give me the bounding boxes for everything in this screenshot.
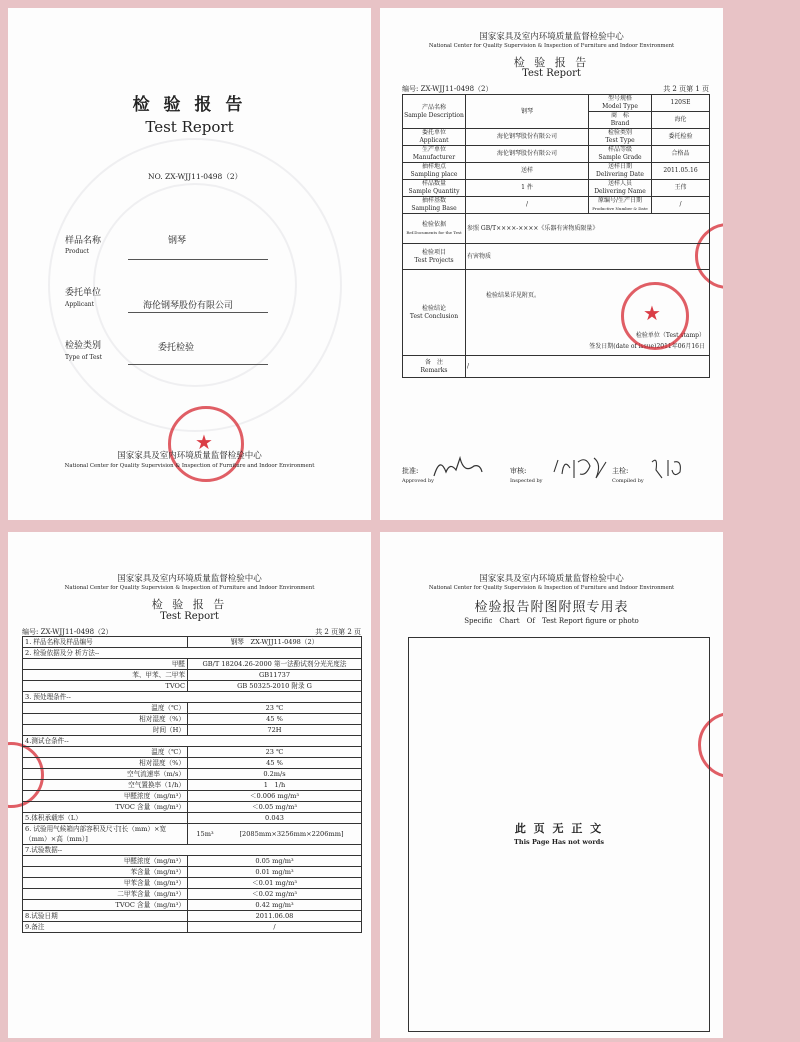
table-row <box>403 244 710 270</box>
cell-label-cn: 检验项目 <box>421 248 446 256</box>
p3-org-cn: 国家家具及室内环境质量监督检验中心 <box>117 574 262 584</box>
remarks-value: / <box>466 356 710 378</box>
cell-label-en: Test Conclusion <box>409 312 459 320</box>
test-basis-value: 参照 GB/T××××-××××《乐器有害物质限量》 <box>466 214 710 244</box>
cell-label-en: Ref.Documents for the Test <box>406 229 462 235</box>
section-heading: 3. 预处理条件-- <box>23 692 362 703</box>
cell-label-cn: 商 标 <box>610 112 629 119</box>
test-type-underline <box>128 364 268 365</box>
cell-value: 海伦钢琴股份有限公司 <box>466 129 589 146</box>
table-row <box>23 648 362 659</box>
row-value: ＜0.02 mg/m³ <box>188 889 362 900</box>
cell-label-en: Test Projects <box>414 256 454 264</box>
table-row <box>23 703 362 714</box>
conclusion-cell <box>466 270 710 356</box>
cell-label-en: Manufacturer <box>412 154 456 161</box>
approved-label-en: Approved by <box>402 478 435 484</box>
p4-org-cn: 国家家具及室内环境质量监督检验中心 <box>479 574 624 584</box>
row-value: 45 % <box>188 758 362 769</box>
cell-label-en: Remarks <box>420 366 448 374</box>
row-key: 温度（℃） <box>23 747 188 758</box>
cell-label-cn: 型号规格 <box>607 95 632 102</box>
cell-value: 2011.05.16 <box>652 163 710 180</box>
attachment-chart-page <box>380 532 723 1038</box>
cell-label-en: Applicant <box>419 137 449 144</box>
row-key: 相对湿度（%） <box>23 714 188 725</box>
product-value: 钢琴 <box>168 236 187 246</box>
conclusion-value: 检验结果详见附页。 <box>486 292 541 299</box>
cell-value: 海伦钢琴股份有限公司 <box>466 146 589 163</box>
cell-label-en: Sample Quantity <box>408 188 460 195</box>
table-row <box>23 692 362 703</box>
table-row <box>23 911 362 922</box>
table-row <box>23 758 362 769</box>
inspector-signature <box>550 452 610 482</box>
compiled-label-cn: 主检: <box>612 467 629 475</box>
section-heading: 4.测试仓条件-- <box>23 736 362 747</box>
cell-label-cn: 检验依据 <box>421 220 446 228</box>
test-data-page <box>8 532 371 1038</box>
row-key: 5.体积承载率（L） <box>23 813 188 824</box>
official-seal <box>168 406 244 482</box>
row-key: 甲醛浓度（mg/m³） <box>23 856 188 867</box>
row-key: 时间（H） <box>23 725 188 736</box>
p3-title-cn: 检 验 报 告 <box>151 598 228 611</box>
cell-value: 送样 <box>466 163 589 180</box>
table-row <box>23 725 362 736</box>
test-type-label-cn: 检验类别 <box>65 341 102 351</box>
approved-label-cn: 批准: <box>402 467 419 475</box>
cell-value: 1 件 <box>466 180 589 197</box>
no-content-notice-cn: 此 页 无 正 文 <box>514 822 604 835</box>
cell-value: 海伦 <box>652 112 710 129</box>
cover-title-en: Test Report <box>145 118 234 136</box>
row-value: GB11737 <box>188 670 362 681</box>
row-value: 45 % <box>188 714 362 725</box>
inspected-label <box>510 466 543 484</box>
row-value: GB 50325-2010 附录 G <box>188 681 362 692</box>
table-row <box>23 637 362 648</box>
table-row <box>23 714 362 725</box>
compiler-signature <box>648 452 688 482</box>
row-key: 相对湿度（%） <box>23 758 188 769</box>
table-row <box>23 845 362 856</box>
cell-label-en: Delivering Date <box>596 171 644 178</box>
table-row <box>403 163 710 180</box>
p2-info-table <box>402 94 710 378</box>
cell-value: 钢琴 <box>466 95 589 129</box>
p3-page-info: 共 2 页第 2 页 <box>315 628 361 636</box>
cell-value: 120SE <box>652 95 710 112</box>
cover-org-en: National Center for Quality Supervision & Inspection of Furniture and Indoor Environment <box>64 463 315 469</box>
chamber-volume: 15m³ <box>188 824 223 845</box>
p3-org-en: National Center for Quality Supervision & Inspection of Furniture and Indoor Environment <box>64 585 315 591</box>
row-key: 1. 样品名称及样品编号 <box>23 637 188 648</box>
p2-org-cn: 国家家具及室内环境质量监督检验中心 <box>479 32 624 42</box>
row-key: TVOC 含量（mg/m³） <box>23 802 188 813</box>
p2-title-en: Test Report <box>522 68 581 79</box>
test-type-value: 委托检验 <box>158 343 195 353</box>
table-row <box>23 856 362 867</box>
cell-label-en: Productive Number & Date <box>592 206 648 211</box>
cell-label-en: Brand <box>610 120 630 127</box>
table-row <box>403 214 710 244</box>
table-row <box>23 922 362 933</box>
table-row <box>23 670 362 681</box>
table-row <box>403 146 710 163</box>
watermark-circle-inner <box>93 183 297 387</box>
section-heading: 7.试验数据-- <box>23 845 362 856</box>
inspected-label-cn: 审核: <box>510 467 527 475</box>
compiled-label <box>612 466 644 484</box>
cell-value: 王伟 <box>652 180 710 197</box>
test-projects-value: 有害物质 <box>466 244 710 270</box>
row-value: 72H <box>188 725 362 736</box>
p4-title-en: Specific Chart Of Test Report figure or photo <box>464 617 639 625</box>
table-row <box>23 824 362 845</box>
p3-title-en: Test Report <box>160 611 219 622</box>
issue-date: 签发日期(date of issue)2011年06月16日 <box>589 343 705 350</box>
p3-data-table <box>22 636 362 933</box>
cover-report-number: NO. ZX-WJJ11-0498（2） <box>148 172 243 181</box>
row-key: 空气流速率（m/s） <box>23 769 188 780</box>
product-label-en: Product <box>65 248 89 255</box>
table-row <box>23 769 362 780</box>
table-row <box>23 747 362 758</box>
row-key: 温度（℃） <box>23 703 188 714</box>
approver-signature <box>430 452 485 482</box>
cell-label-cn: 抽样地点 <box>421 163 446 170</box>
cell-label-en: Sampling place <box>410 171 458 178</box>
cell-label-cn: 抽样基数 <box>421 197 446 204</box>
applicant-value: 海伦钢琴股份有限公司 <box>143 301 234 311</box>
table-row <box>23 736 362 747</box>
applicant-underline <box>128 312 268 313</box>
row-key: 8.试验日期 <box>23 911 188 922</box>
cell-label-cn: 检验类别 <box>607 129 632 136</box>
product-underline <box>128 259 268 260</box>
chamber-dimensions: [2085mm×3256mm×2206mm] <box>222 824 362 845</box>
row-value: 2011.06.08 <box>188 911 362 922</box>
table-row <box>23 681 362 692</box>
row-key: 空气置换率（1/h） <box>23 780 188 791</box>
cell-value: / <box>652 197 710 214</box>
attachment-frame <box>408 637 710 1032</box>
cell-label-cn: 备 注 <box>424 358 443 366</box>
section-heading: 2. 检验依据及分 析方法-- <box>23 648 362 659</box>
table-row <box>23 659 362 670</box>
row-value: ＜0.006 mg/m³ <box>188 791 362 802</box>
cell-value: 合格品 <box>652 146 710 163</box>
cell-label-en: Test Type <box>605 137 635 144</box>
cell-label-en: Sample Description <box>404 111 464 119</box>
report-cover-page <box>8 8 371 520</box>
row-value: 23 ℃ <box>188 703 362 714</box>
compiled-label-en: Compiled by <box>612 478 644 484</box>
cell-label-cn: 样品等级 <box>607 146 632 153</box>
table-row <box>23 889 362 900</box>
row-value: ＜0.05 mg/m³ <box>188 802 362 813</box>
row-key: 苯含量（mg/m³） <box>23 867 188 878</box>
product-label-cn: 样品名称 <box>65 236 102 246</box>
cell-label-en: Model Type <box>602 103 638 110</box>
row-value: ＜0.01 mg/m³ <box>188 878 362 889</box>
table-row <box>23 867 362 878</box>
row-value: 1 1/h <box>188 780 362 791</box>
row-key: 9.备注 <box>23 922 188 933</box>
report-details-page <box>380 8 723 520</box>
table-row <box>403 270 710 356</box>
cell-label-en: Sample Grade <box>598 154 642 161</box>
p2-report-number: 编号: ZX-WJJ11-0498（2） <box>402 85 493 93</box>
p4-title-cn: 检验报告附图附照专用表 <box>474 600 629 615</box>
row-value: / <box>188 922 362 933</box>
cell-value: / <box>466 197 589 214</box>
seal-star-icon: ★ <box>643 301 661 325</box>
row-key: 二甲苯含量（mg/m³） <box>23 889 188 900</box>
table-row <box>23 813 362 824</box>
table-row <box>403 197 710 214</box>
cover-title-cn: 检 验 报 告 <box>132 95 247 115</box>
table-row <box>23 900 362 911</box>
row-value: GB/T 18204.26-2000 第一法酚试剂分光光度法 <box>188 659 362 670</box>
row-value: 0.05 mg/m³ <box>188 856 362 867</box>
cell-label-cn: 检验结论 <box>421 304 446 312</box>
cell-label-cn: 原编号/生产日期 <box>597 197 643 204</box>
p4-org-en: National Center for Quality Supervision & Inspection of Furniture and Indoor Environment <box>428 585 675 591</box>
table-row <box>403 95 710 112</box>
test-stamp-label: 检验单位（Test stamp） <box>635 332 705 339</box>
row-key: 甲苯含量（mg/m³） <box>23 878 188 889</box>
p3-report-number: 编号: ZX-WJJ11-0498（2） <box>22 628 113 636</box>
row-key: 6. 试验用气候箱内部容积及尺寸[长（mm）×宽（mm）×高（mm）] <box>23 824 188 845</box>
table-row <box>23 780 362 791</box>
row-key: 甲醛 <box>23 659 188 670</box>
inspected-label-en: Inspected by <box>510 478 543 484</box>
table-row <box>403 356 710 378</box>
row-value: 0.043 <box>188 813 362 824</box>
applicant-label-cn: 委托单位 <box>65 288 102 298</box>
cell-label-cn: 生产单位 <box>421 146 446 153</box>
cover-org-cn: 国家家具及室内环境质量监督检验中心 <box>117 451 262 461</box>
test-type-label-en: Type of Test <box>65 354 103 361</box>
seal-star-icon: ★ <box>195 430 213 454</box>
table-row <box>23 791 362 802</box>
table-row <box>23 878 362 889</box>
row-value: 钢琴 ZX-WJJ11-0498（2） <box>188 637 362 648</box>
cell-label-en: Sampling Base <box>411 205 457 212</box>
table-row <box>403 129 710 146</box>
inspection-seal <box>621 282 689 350</box>
row-value: 23 ℃ <box>188 747 362 758</box>
p2-org-en: National Center for Quality Supervision & Inspection of Furniture and Indoor Environment <box>428 43 675 49</box>
cell-label-cn: 产品名称 <box>421 103 446 111</box>
cell-label-cn: 样品数量 <box>421 180 446 187</box>
row-value: 0.42 mg/m³ <box>188 900 362 911</box>
row-key: TVOC 含量（mg/m³） <box>23 900 188 911</box>
p2-page-info: 共 2 页第 1 页 <box>663 85 709 93</box>
no-content-notice-en: This Page Has not words <box>514 838 604 846</box>
cell-label-cn: 送样人员 <box>607 180 632 187</box>
cell-label-cn: 委托单位 <box>421 129 446 136</box>
cell-label-en: Delivering Name <box>594 188 646 195</box>
applicant-label-en: Applicant <box>65 301 95 308</box>
table-row <box>403 180 710 197</box>
row-value: 0.2m/s <box>188 769 362 780</box>
cell-label-cn: 送样日期 <box>607 163 632 170</box>
cell-value: 委托检验 <box>652 129 710 146</box>
p2-title-cn: 检 验 报 告 <box>513 56 590 69</box>
row-key: 甲醛浓度（mg/m³） <box>23 791 188 802</box>
row-key: TVOC <box>23 681 188 692</box>
row-key: 苯、甲苯、二甲苯 <box>23 670 188 681</box>
table-row <box>23 802 362 813</box>
row-value: 0.01 mg/m³ <box>188 867 362 878</box>
